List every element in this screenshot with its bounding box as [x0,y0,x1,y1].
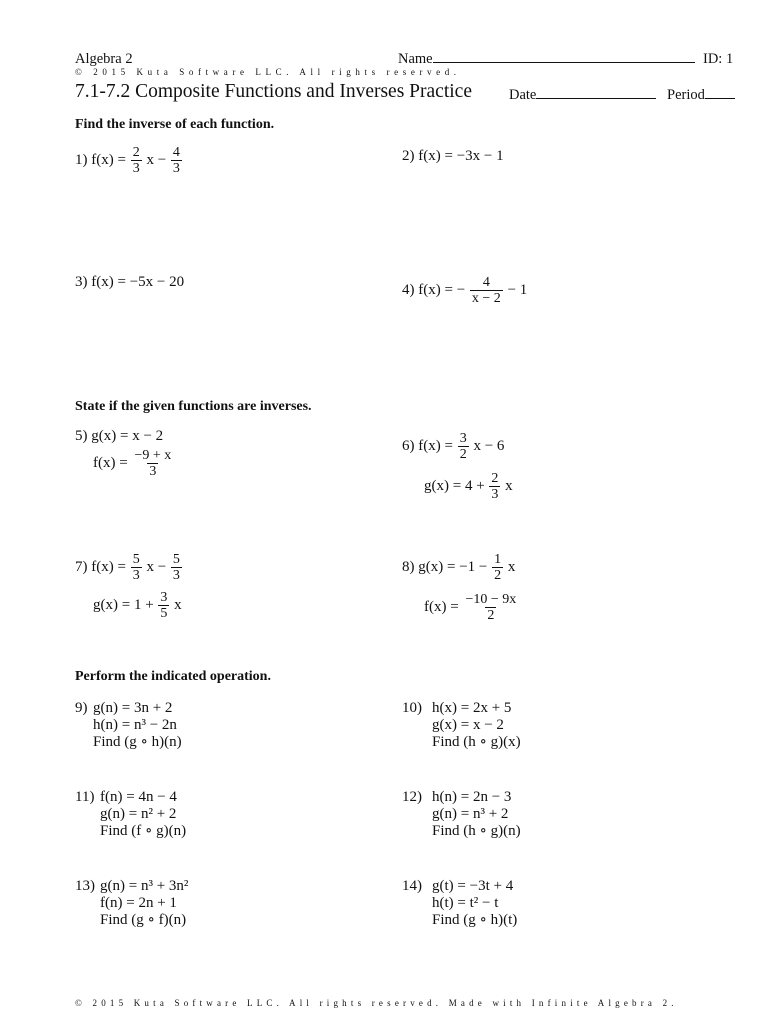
equation-mid: x − [146,151,170,168]
problem-13 [75,878,95,895]
denominator: 3 [172,568,180,583]
period-field[interactable] [667,87,735,104]
numerator: −9 + x [134,448,172,463]
problem-14 [402,878,422,895]
date-label: Date [509,87,537,103]
equation-lhs: f(x) = [418,437,457,454]
problem-9-lines [93,700,182,751]
footer-copyright: © 2015 Kuta Software LLC. All rights reserved. Made with Infinite Algebra 2. [75,998,678,1008]
problem-14-lines [432,878,517,929]
equation-lhs: f(x) = [93,454,132,471]
numerator: 3 [160,590,168,605]
problem-number: 1) [75,151,88,168]
numerator: 1 [494,552,502,567]
problem-9 [75,700,88,717]
fraction [131,552,142,583]
numerator: 5 [172,552,180,567]
equation-lhs: f(x) = − [418,281,466,298]
name-label: Name [398,51,433,67]
equation-line1: g(t) = −3t + 4 [432,878,514,894]
numerator: −10 − 9x [465,592,517,607]
problem-8-line2 [424,592,519,623]
period-label: Period [667,87,705,103]
equation-line2: g(n) = n² + 2 [100,806,177,822]
numerator: 4 [172,145,180,160]
equation-line1: g(n) = 3n + 2 [93,700,173,716]
problem-number: 2) [402,148,415,164]
name-line [433,62,695,63]
fraction [131,145,142,176]
problem-5 [75,428,163,445]
equation-line2: f(n) = 2n + 1 [100,895,177,911]
problem-11 [75,789,94,806]
problem-number: 7) [75,558,88,575]
date-field[interactable] [509,87,656,104]
equation-tail: x [507,558,516,575]
denominator: 3 [132,568,140,583]
equation: f(x) = −5x − 20 [91,274,185,290]
problem-6-line2 [424,471,513,502]
problem-8 [402,552,515,583]
problem-13-lines [100,878,188,929]
fraction [158,590,169,621]
equation-tail: x [174,596,182,613]
problem-number: 11) [75,789,95,805]
section-heading-operation: Perform the indicated operation. [75,669,271,684]
problem-number: 14) [402,878,422,894]
equation-line2: g(x) = x − 2 [432,717,504,733]
denominator: 3 [149,464,157,479]
fraction [492,552,503,583]
section-heading-state: State if the given functions are inverses. [75,399,312,414]
problem-number: 12) [402,789,422,805]
fraction [171,552,182,583]
problem-number: 13) [75,878,95,894]
problem-12 [402,789,422,806]
problem-3 [75,274,184,291]
denominator: 2 [459,447,467,462]
problem-7-line2 [93,590,182,621]
fraction [458,431,469,462]
copyright-top: © 2015 Kuta Software LLC. All rights reserved. [75,67,461,77]
equation-lhs: g(x) = 1 + [93,596,158,613]
problem-5-line2 [93,448,174,479]
problem-number: 3) [75,274,88,290]
denominator: 2 [487,608,495,623]
problem-4 [402,275,527,306]
period-line [705,98,735,99]
problem-number: 4) [402,281,415,298]
equation-line1: g(x) = x − 2 [91,428,164,444]
denominator: 2 [494,568,502,583]
equation-line2: g(n) = n³ + 2 [432,806,509,822]
problem-number: 8) [402,558,415,575]
problem-10-lines [432,700,521,751]
fraction [171,145,182,176]
equation-tail: x [505,477,513,494]
problem-6 [402,431,504,462]
denominator: 3 [172,161,180,176]
numerator: 3 [459,431,467,446]
denominator: 3 [132,161,140,176]
numerator: 2 [491,471,499,486]
problem-number: 9) [75,700,88,716]
problem-2 [402,148,504,165]
equation-lhs: g(x) = 4 + [424,477,489,494]
fraction [489,471,500,502]
find-line: Find (h ∘ g)(n) [432,823,521,839]
fraction [463,592,518,623]
equation-lhs: f(x) = [91,558,130,575]
section-heading-inverse: Find the inverse of each function. [75,117,275,132]
denominator: 5 [160,606,168,621]
fraction [132,448,173,479]
id-label: ID: 1 [703,51,734,67]
fraction [470,275,503,306]
find-line: Find (h ∘ g)(x) [432,734,521,750]
find-line: Find (g ∘ h)(t) [432,912,518,928]
equation-tail: x − 6 [473,437,505,454]
find-line: Find (g ∘ h)(n) [93,734,182,750]
equation: f(x) = −3x − 1 [418,148,504,164]
equation-mid: x − [146,558,170,575]
page-title: 7.1-7.2 Composite Functions and Inverses Practice [75,81,472,102]
equation-line1: g(n) = n³ + 3n² [100,878,189,894]
problem-number: 5) [75,428,88,444]
problem-11-lines [100,789,186,840]
problem-number: 6) [402,437,415,454]
problem-1 [75,145,183,176]
equation-tail: − 1 [507,281,528,298]
name-field[interactable] [398,51,695,68]
problem-number: 10) [402,700,422,716]
numerator: 2 [132,145,140,160]
course-label: Algebra 2 [75,51,133,67]
problem-10 [402,700,422,717]
equation-line2: h(n) = n³ − 2n [93,717,177,733]
date-line [536,98,656,99]
equation-line1: h(x) = 2x + 5 [432,700,512,716]
equation-lhs: f(x) = [91,151,130,168]
equation-lhs: g(x) = −1 − [418,558,492,575]
find-line: Find (f ∘ g)(n) [100,823,187,839]
equation-line1: f(n) = 4n − 4 [100,789,177,805]
denominator: 3 [491,487,499,502]
find-line: Find (g ∘ f)(n) [100,912,187,928]
denominator: x − 2 [471,291,501,306]
numerator: 5 [132,552,140,567]
numerator: 4 [482,275,490,290]
equation-line1: h(n) = 2n − 3 [432,789,512,805]
equation-lhs: f(x) = [424,598,463,615]
problem-12-lines [432,789,521,840]
problem-7 [75,552,183,583]
equation-line2: h(t) = t² − t [432,895,499,911]
